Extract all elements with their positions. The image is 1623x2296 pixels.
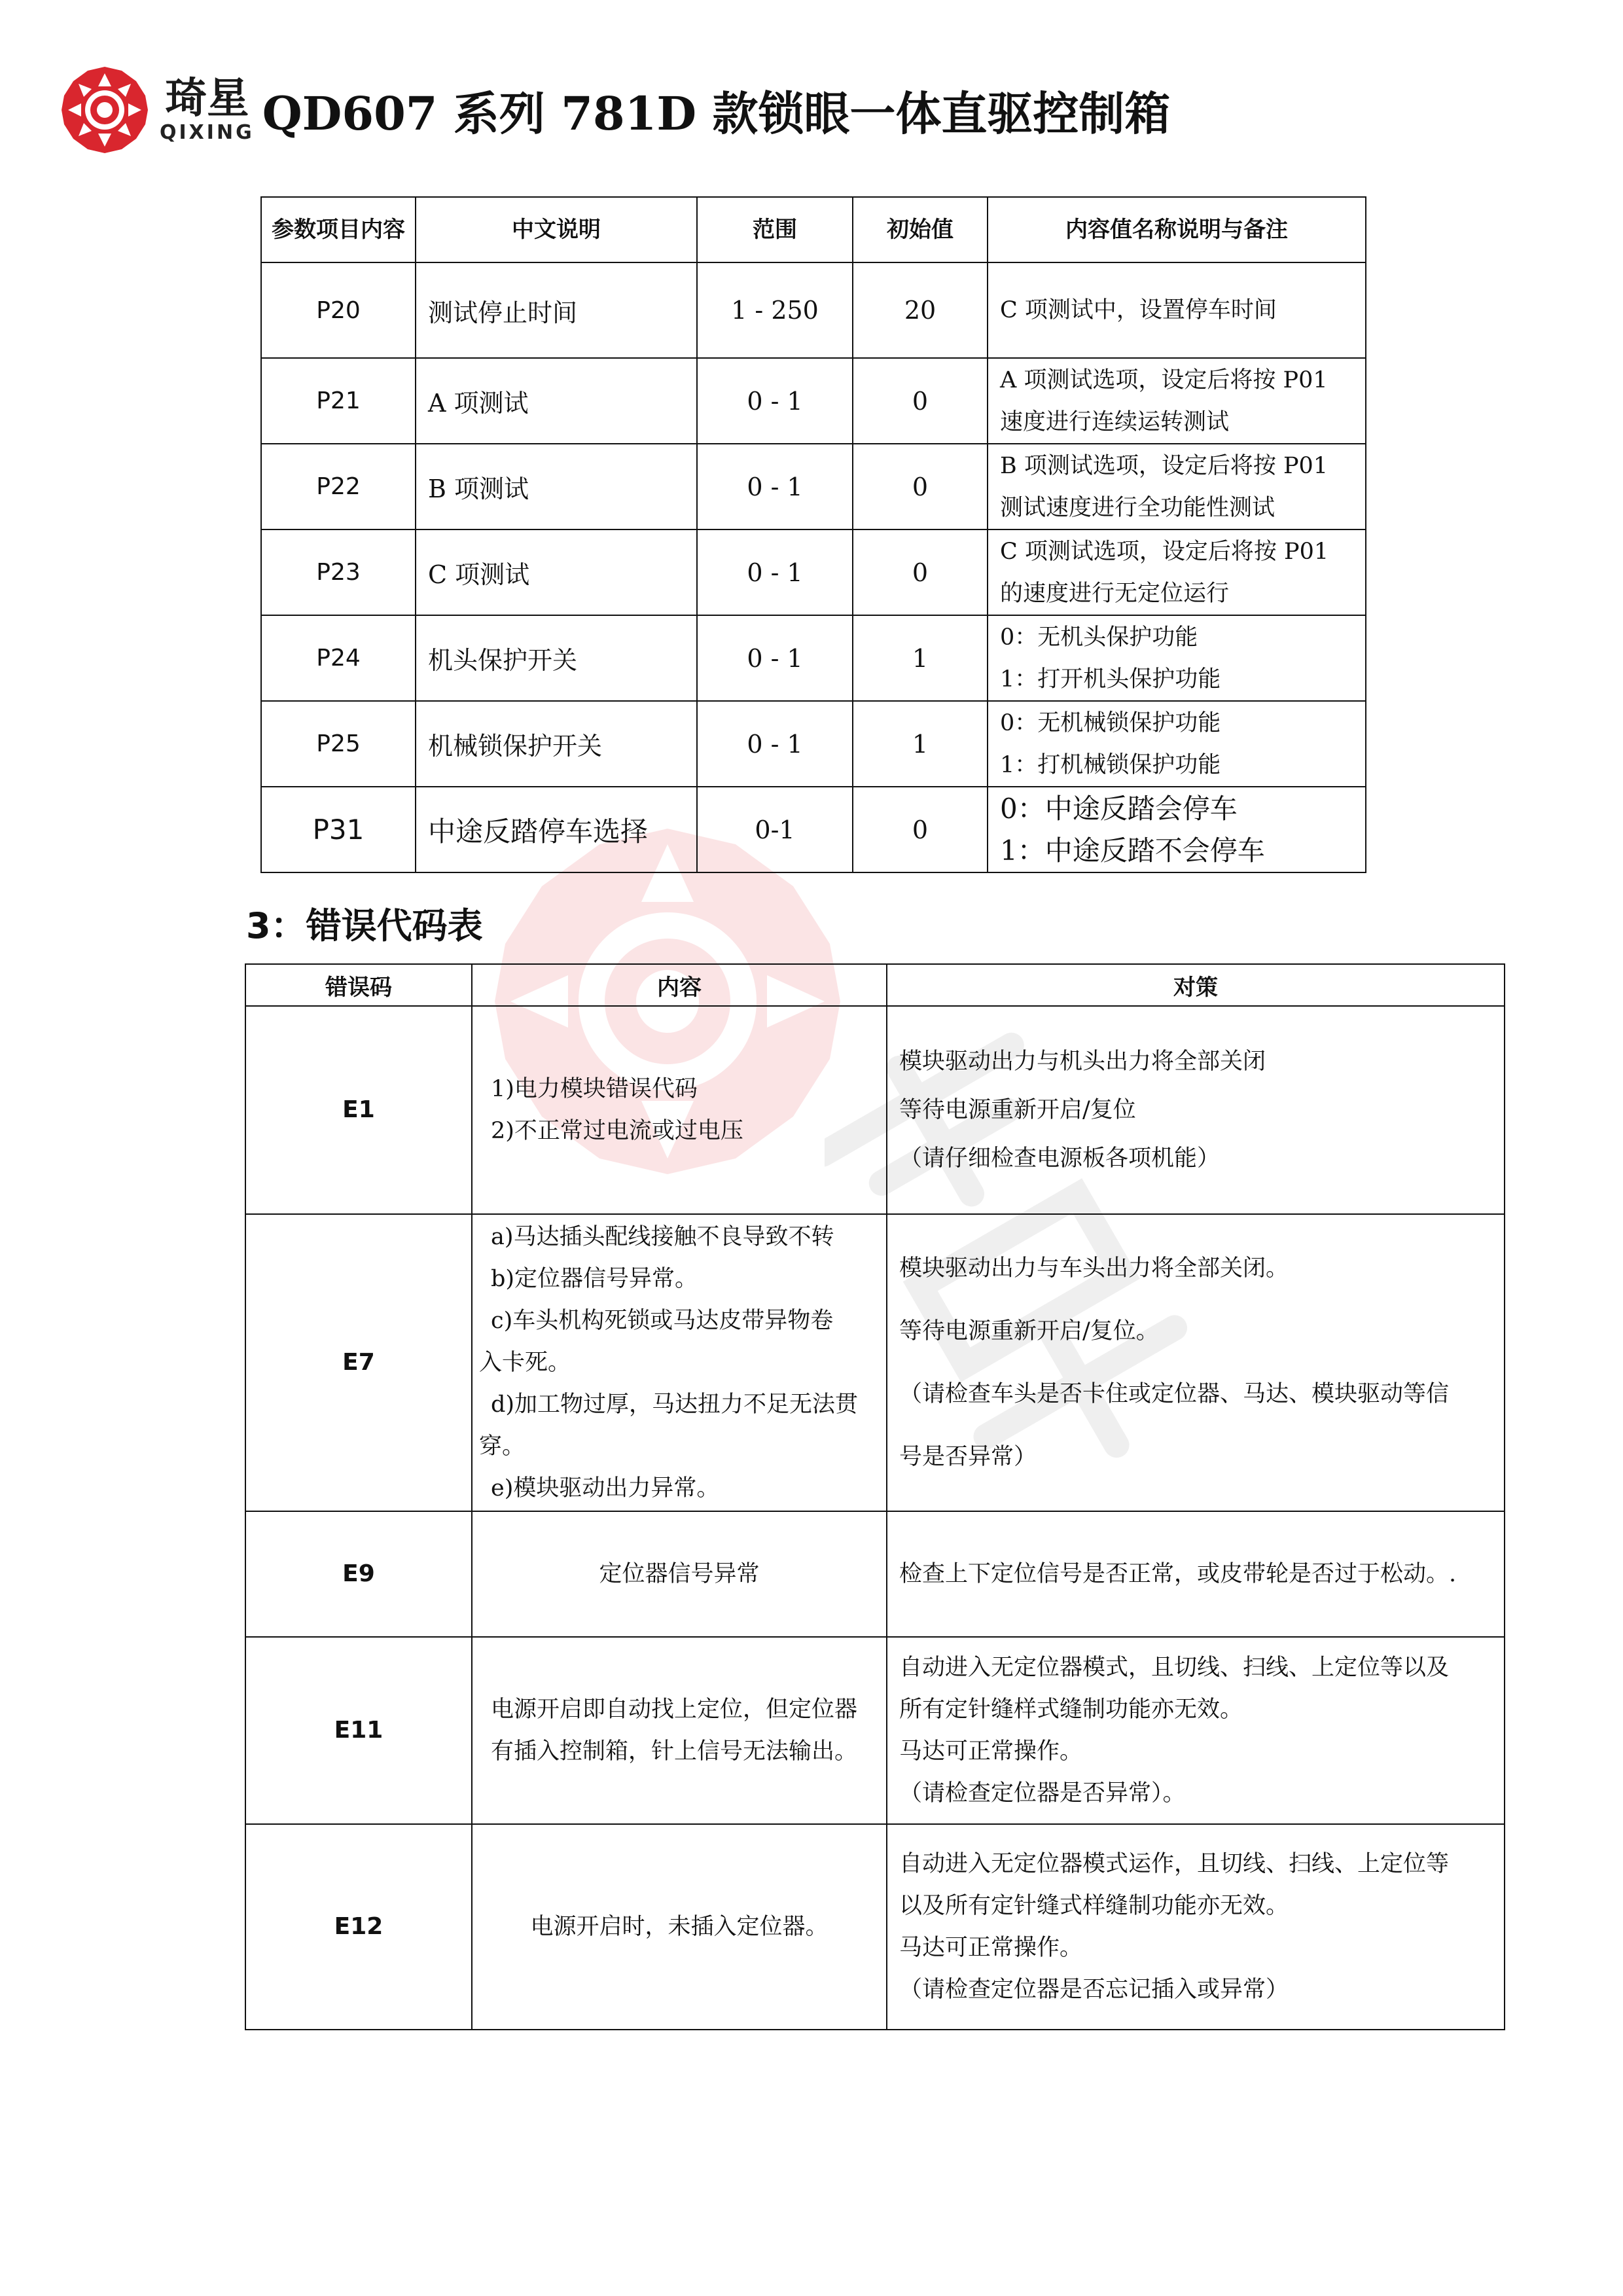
action-line: 马达可正常操作。 — [899, 1935, 1083, 1961]
table-row — [261, 615, 1366, 701]
brand-block — [160, 76, 255, 144]
param-desc: 测试停止时间 — [416, 262, 697, 358]
col-header-note: 内容值名称说明与备注 — [988, 197, 1366, 262]
table-row — [245, 1824, 1505, 2030]
param-code: P31 — [261, 787, 416, 872]
col-header-code: 错误码 — [245, 964, 472, 1006]
section-title: 3：错误代码表 — [246, 905, 483, 946]
content-line: 穿。 — [479, 1433, 526, 1460]
param-note — [988, 262, 1366, 358]
note-line: 的速度进行无定位运行 — [1000, 580, 1230, 607]
note-line: 1：打开机头保护功能 — [1000, 666, 1221, 692]
table-header-row — [261, 197, 1366, 262]
action-line: 自动进入无定位器模式运作，且切线、扫线、上定位等 — [899, 1851, 1450, 1877]
table-row — [245, 1214, 1505, 1511]
note-line: 1：中途反踏不会停车 — [1000, 834, 1265, 867]
action-line: 自动进入无定位器模式，且切线、扫线、上定位等以及 — [899, 1655, 1450, 1681]
table-row — [245, 1006, 1505, 1214]
action-line: （请检查车头是否卡住或定位器、马达、模块驱动等信 — [899, 1381, 1450, 1407]
table-row — [261, 444, 1366, 529]
action-line: 模块驱动出力与车头出力将全部关闭。 — [899, 1255, 1289, 1282]
col-header-action: 对策 — [887, 964, 1505, 1006]
param-note — [988, 529, 1366, 615]
param-init: 0 — [853, 787, 988, 872]
error-action — [887, 1637, 1505, 1824]
error-code: E9 — [245, 1511, 472, 1637]
content-line: 入卡死。 — [479, 1350, 571, 1376]
action-line: （请仔细检查电源板各项机能） — [899, 1145, 1221, 1172]
param-range: 0 - 1 — [697, 358, 853, 444]
action-line: 马达可正常操作。 — [899, 1738, 1083, 1765]
param-desc: B 项测试 — [416, 444, 697, 529]
error-action — [887, 1824, 1505, 2030]
error-content — [472, 1824, 887, 2030]
param-range: 1 - 250 — [697, 262, 853, 358]
qixing-logo-icon — [59, 64, 151, 156]
col-header-content: 内容 — [472, 964, 887, 1006]
param-init: 0 — [853, 529, 988, 615]
error-code: E1 — [245, 1006, 472, 1214]
param-desc: 机械锁保护开关 — [416, 701, 697, 787]
table-row — [261, 358, 1366, 444]
param-note — [988, 615, 1366, 701]
note-line: 速度进行连续运转测试 — [1000, 408, 1230, 435]
parameter-table — [260, 196, 1366, 873]
col-header-init: 初始值 — [853, 197, 988, 262]
action-line: 等待电源重新开启/复位 — [899, 1097, 1136, 1123]
table-row — [261, 262, 1366, 358]
table-row — [245, 1511, 1505, 1637]
content-line: c)车头机构死锁或马达皮带异物卷 — [491, 1308, 834, 1334]
param-note — [988, 701, 1366, 787]
content-line: 电源开启即自动找上定位，但定位器 — [491, 1696, 858, 1723]
param-init: 1 — [853, 701, 988, 787]
param-code: P25 — [261, 701, 416, 787]
param-init: 0 — [853, 444, 988, 529]
col-header-desc: 中文说明 — [416, 197, 697, 262]
action-line: 所有定针缝样式缝制功能亦无效。 — [899, 1696, 1243, 1723]
param-note — [988, 787, 1366, 872]
content-line: a)马达插头配线接触不良导致不转 — [491, 1224, 834, 1250]
action-line: 模块驱动出力与机头出力将全部关闭 — [899, 1049, 1266, 1075]
error-code: E12 — [245, 1824, 472, 2030]
param-range: 0-1 — [697, 787, 853, 872]
error-action — [887, 1006, 1505, 1214]
param-code: P23 — [261, 529, 416, 615]
note-line: C 项测试选项，设定后将按 P01 — [1000, 538, 1329, 565]
param-code: P20 — [261, 262, 416, 358]
note-line: 1：打机械锁保护功能 — [1000, 751, 1221, 778]
param-code: P21 — [261, 358, 416, 444]
error-content — [472, 1511, 887, 1637]
brand-name-en: QIXING — [160, 121, 255, 144]
param-note — [988, 358, 1366, 444]
content-line: b)定位器信号异常。 — [491, 1266, 698, 1292]
error-action — [887, 1214, 1505, 1511]
table-header-row — [245, 964, 1505, 1006]
param-range: 0 - 1 — [697, 529, 853, 615]
error-content — [472, 1214, 887, 1511]
content-line: 2)不正常过电流或过电压 — [491, 1118, 743, 1144]
param-code: P22 — [261, 444, 416, 529]
content-line: d)加工物过厚，马达扭力不足无法贯 — [491, 1391, 859, 1418]
note-line: A 项测试选项，设定后将按 P01 — [1000, 367, 1328, 393]
param-code: P24 — [261, 615, 416, 701]
table-row — [245, 1637, 1505, 1824]
error-content — [472, 1637, 887, 1824]
action-line: （请检查定位器是否忘记插入或异常） — [899, 1977, 1289, 2003]
action-line: 等待电源重新开启/复位。 — [899, 1318, 1159, 1344]
param-range: 0 - 1 — [697, 444, 853, 529]
col-header-param: 参数项目内容 — [261, 197, 416, 262]
error-code: E7 — [245, 1214, 472, 1511]
note-line: C 项测试中，设置停车时间 — [1000, 297, 1277, 323]
param-range: 0 - 1 — [697, 701, 853, 787]
note-line: 0：无机械锁保护功能 — [1000, 709, 1221, 736]
error-content — [472, 1006, 887, 1214]
note-line: 测试速度进行全功能性测试 — [1000, 494, 1275, 521]
param-desc: C 项测试 — [416, 529, 697, 615]
content-line: 有插入控制箱，针上信号无法输出。 — [491, 1738, 858, 1765]
action-line: 以及所有定针缝式样缝制功能亦无效。 — [899, 1893, 1289, 1919]
action-line: （请检查定位器是否异常）。 — [899, 1780, 1186, 1806]
note-line: 0：无机头保护功能 — [1000, 624, 1198, 651]
content-line: 1)电力模块错误代码 — [491, 1076, 698, 1102]
action-line: 号是否异常） — [899, 1444, 1037, 1470]
param-init: 1 — [853, 615, 988, 701]
param-desc: 中途反踏停车选择 — [416, 787, 697, 872]
error-code-table — [245, 963, 1505, 2030]
table-row — [261, 529, 1366, 615]
error-action — [887, 1511, 1505, 1637]
content-line: 定位器信号异常 — [599, 1561, 760, 1587]
note-line: 0：中途反踏会停车 — [1000, 792, 1238, 825]
content-line: e)模块驱动出力异常。 — [491, 1475, 720, 1501]
col-header-range: 范围 — [697, 197, 853, 262]
param-desc: 机头保护开关 — [416, 615, 697, 701]
page-header — [59, 64, 1170, 156]
table-row — [261, 787, 1366, 872]
content-line: 电源开启时，未插入定位器。 — [530, 1914, 829, 1940]
error-code: E11 — [245, 1637, 472, 1824]
document-title: QD607 系列 781D 款锁眼一体直驱控制箱 — [262, 86, 1171, 141]
param-init: 20 — [853, 262, 988, 358]
brand-name-cn: 琦星 — [165, 75, 249, 123]
param-init: 0 — [853, 358, 988, 444]
action-line: 检查上下定位信号是否正常，或皮带轮是否过于松动。. — [899, 1561, 1457, 1587]
param-desc: A 项测试 — [416, 358, 697, 444]
param-range: 0 - 1 — [697, 615, 853, 701]
note-line: B 项测试选项，设定后将按 P01 — [1000, 452, 1329, 479]
param-note — [988, 444, 1366, 529]
table-row — [261, 701, 1366, 787]
